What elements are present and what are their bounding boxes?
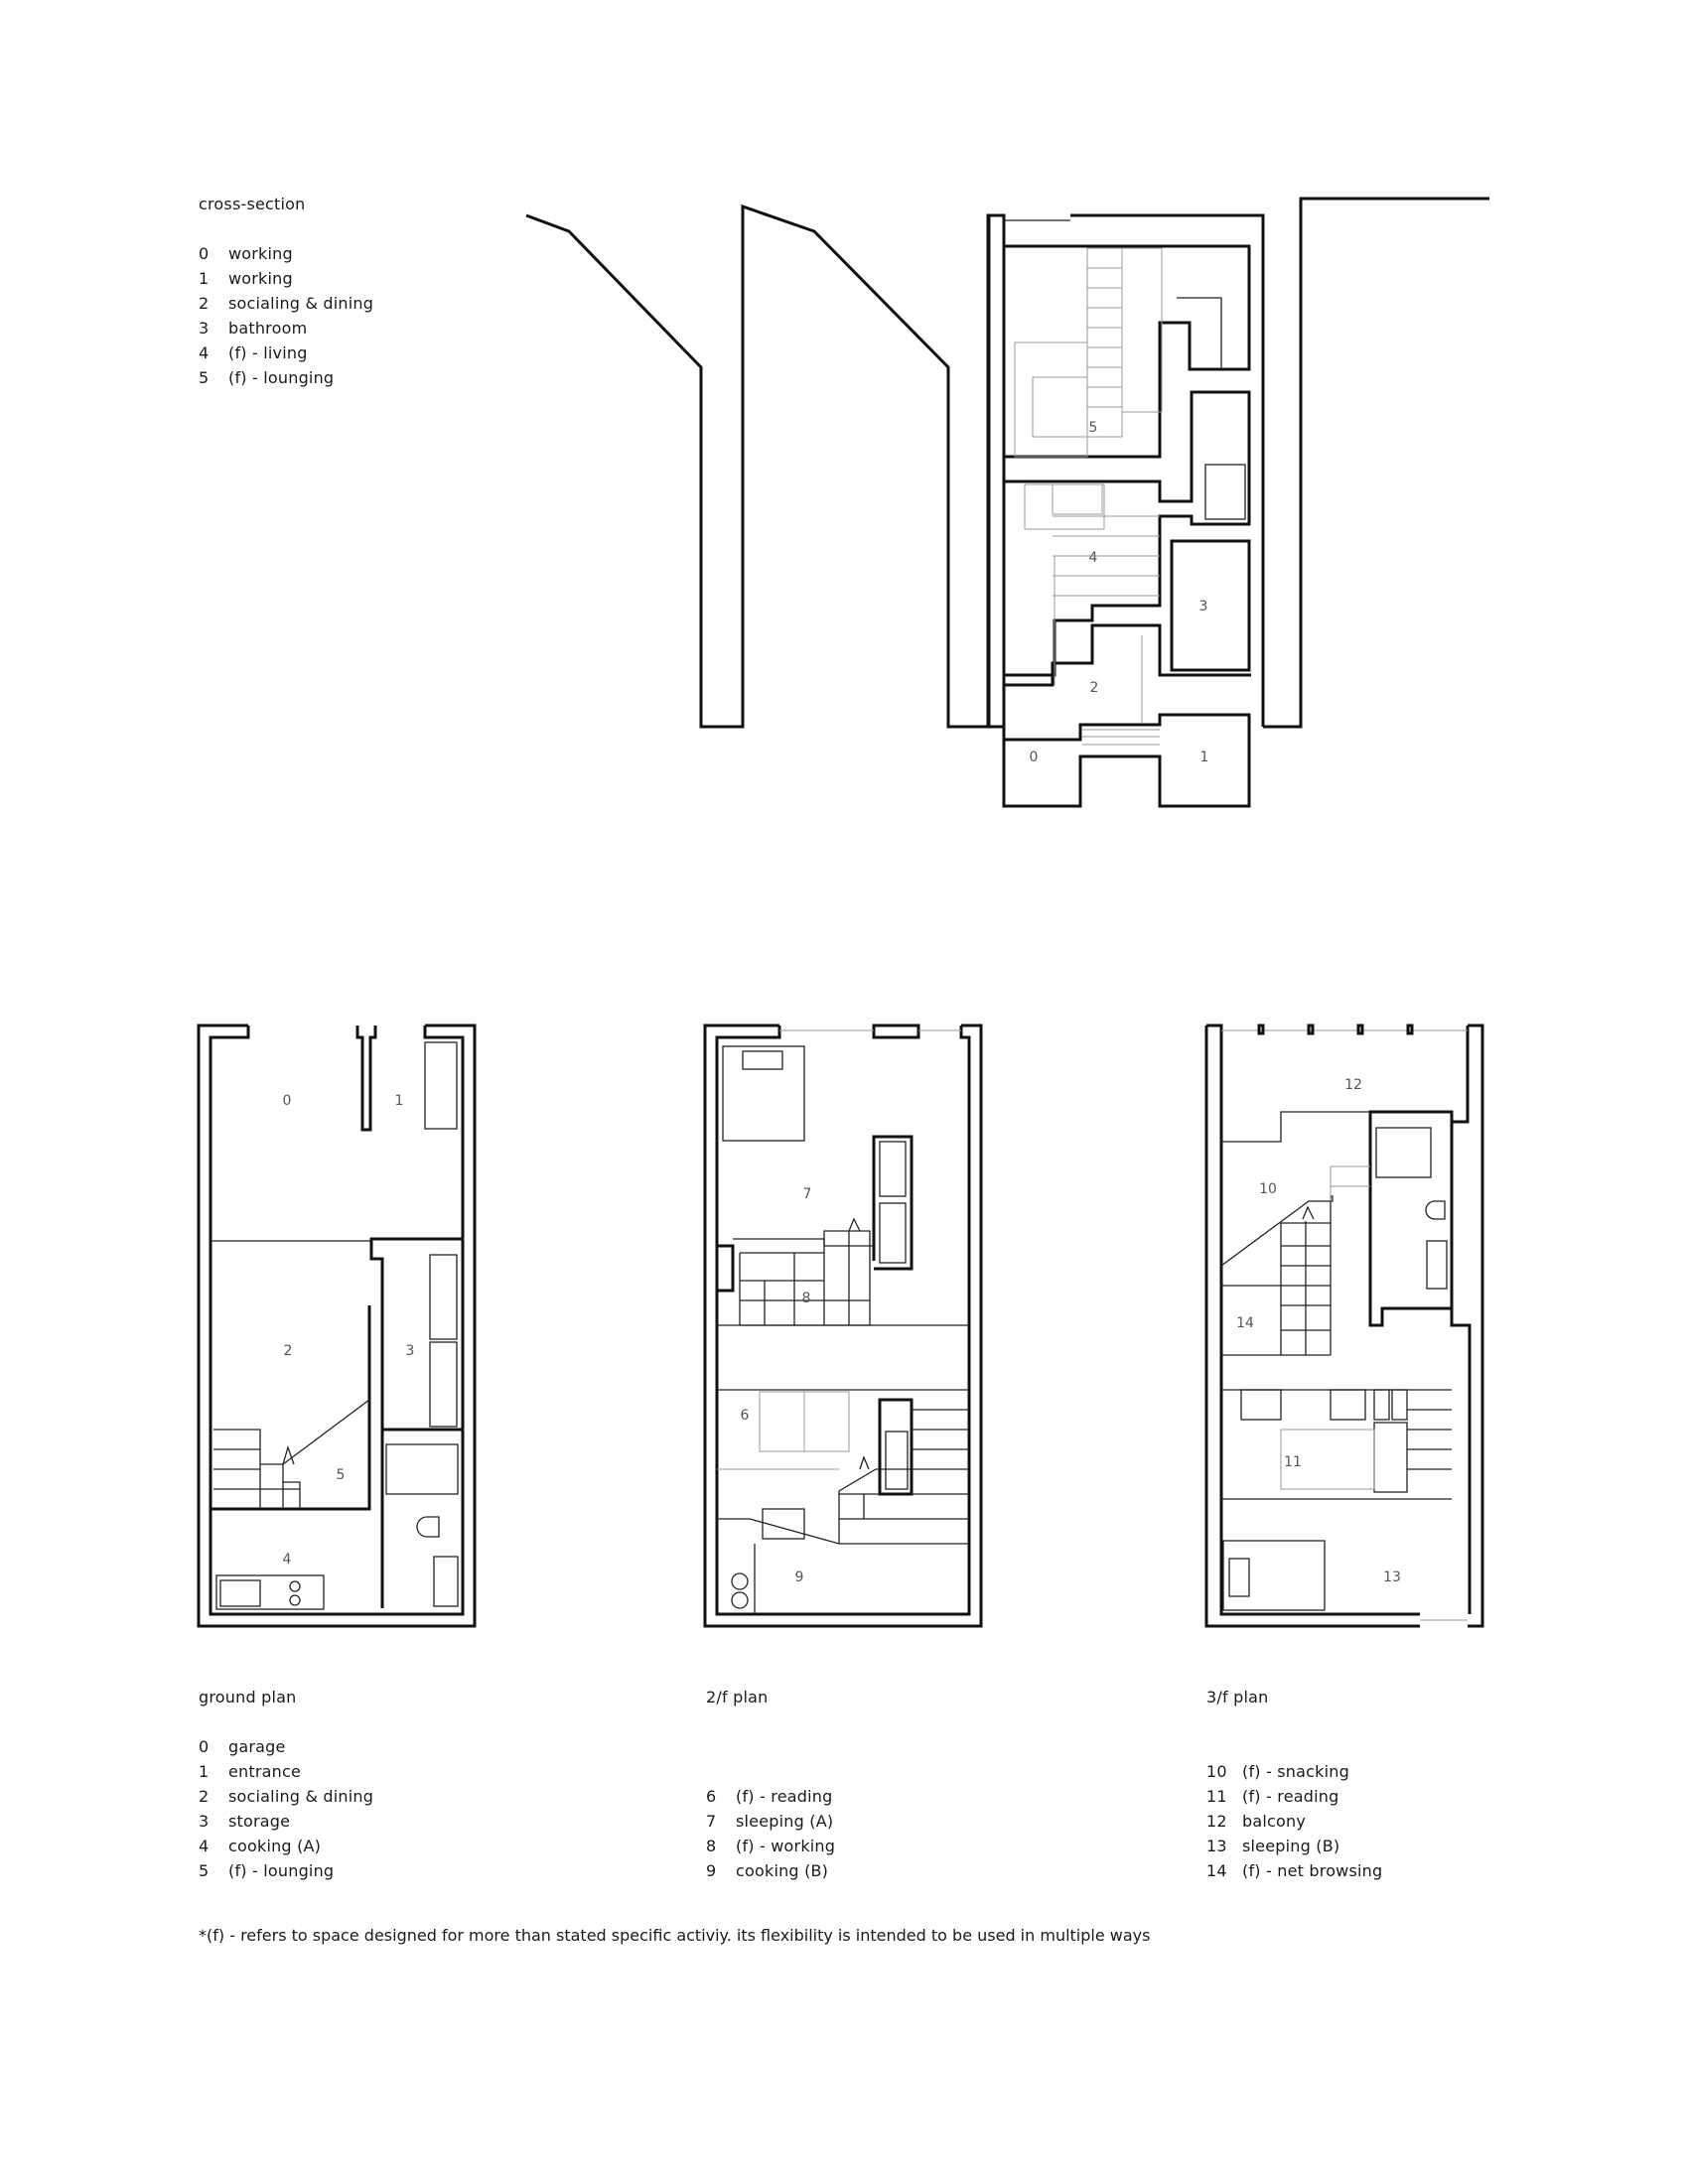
legend-item: 10 (f) - snacking: [1206, 1762, 1349, 1781]
room-label: 2: [283, 1343, 293, 1359]
legend-item: 0 garage: [199, 1737, 286, 1756]
burner: [732, 1573, 748, 1589]
room-label: 1: [394, 1093, 404, 1109]
legend-item: 4 (f) - living: [199, 343, 308, 362]
room-label: 9: [794, 1570, 804, 1585]
burner: [290, 1595, 300, 1605]
sofa-back: [1053, 484, 1102, 514]
room-label: 6: [740, 1408, 750, 1424]
reading-area: [1221, 1390, 1452, 1499]
neighbor-outline: [1263, 199, 1489, 727]
cross-section-drawing: [526, 199, 1489, 806]
window-mullion: [1309, 1025, 1313, 1033]
stair-treads: [1053, 268, 1160, 596]
room-label: 3: [405, 1343, 415, 1359]
legend-item: 1 entrance: [199, 1762, 302, 1781]
third-floor-plan-title: 3/f plan: [1206, 1688, 1269, 1706]
stair-block: [1122, 248, 1162, 412]
interior-wall: [371, 1239, 463, 1608]
burner: [290, 1581, 300, 1591]
storage-cabinet: [430, 1255, 457, 1339]
window-pier: [874, 1025, 918, 1037]
legend-item: 2 socialing & dining: [199, 1787, 374, 1806]
room-label: 14: [1236, 1315, 1254, 1331]
entrance-bench: [425, 1042, 457, 1129]
section-ground: [1004, 715, 1249, 806]
second-floor-plan-drawing: [705, 1025, 981, 1626]
cross-section-title: cross-section: [199, 195, 306, 213]
room-label: 0: [1029, 750, 1039, 765]
window-mullion: [1358, 1025, 1362, 1033]
shower: [434, 1557, 458, 1606]
window-mullion: [1408, 1025, 1412, 1033]
legend-item: 3 storage: [199, 1812, 291, 1831]
room-label: 13: [1383, 1570, 1401, 1585]
legend-item: 11 (f) - reading: [1206, 1787, 1339, 1806]
bed: [723, 1046, 804, 1141]
burner: [732, 1592, 748, 1608]
footnote: *(f) - refers to space designed for more than stated specific activiy. its flexibility is intended to be used in multiple ways: [199, 1926, 1151, 1945]
interior-wall: [211, 1305, 369, 1509]
neighbor-outline: [526, 206, 989, 727]
room-label: 4: [282, 1552, 292, 1568]
room-label: 5: [336, 1467, 346, 1483]
legend-item: 14 (f) - net browsing: [1206, 1861, 1383, 1880]
room-label: 0: [282, 1093, 292, 1109]
legend-item: 5 (f) - lounging: [199, 1861, 335, 1880]
legend-item: 5 (f) - lounging: [199, 368, 335, 387]
section-floor-edge: [1177, 298, 1221, 369]
third-floor-plan-drawing: [1206, 1025, 1482, 1626]
staircase: [717, 1219, 969, 1325]
legend-item: 6 (f) - reading: [706, 1787, 833, 1806]
plan-inner-wall: [717, 1025, 969, 1614]
legend-item: 4 cooking (A): [199, 1837, 322, 1855]
legend-item: 7 sleeping (A): [706, 1812, 834, 1831]
wardrobe: [874, 1137, 912, 1269]
room-label: 11: [1284, 1454, 1302, 1470]
section-wall: [1070, 215, 1263, 727]
room-label: 8: [801, 1291, 811, 1306]
staircase: [213, 1400, 369, 1509]
pillow: [1229, 1559, 1249, 1596]
room-label: 1: [1199, 750, 1209, 765]
stair-block: [1087, 248, 1122, 437]
legend-item: 0 working: [199, 244, 293, 263]
plan-outer-wall: [199, 1025, 475, 1626]
stair-block: [1015, 342, 1087, 457]
section-box: [1205, 465, 1245, 519]
legend-item: 3 bathroom: [199, 319, 308, 338]
legend-item: 13 sleeping (B): [1206, 1837, 1340, 1855]
legend-item: 12 balcony: [1206, 1812, 1307, 1831]
garage-divider: [357, 1025, 375, 1130]
ground-plan-title: ground plan: [199, 1688, 297, 1706]
room-label: 2: [1089, 680, 1099, 696]
section-floor: [1004, 246, 1249, 457]
room-label: 7: [802, 1186, 812, 1202]
bathroom: [1370, 1112, 1452, 1325]
second-floor-plan-title: 2/f plan: [706, 1688, 769, 1706]
sofa: [1025, 484, 1104, 529]
bathtub: [386, 1444, 458, 1494]
window-mullion: [1259, 1025, 1263, 1033]
pillow: [743, 1051, 782, 1069]
floor-edge: [733, 1239, 874, 1246]
legend-item: 1 working: [199, 269, 293, 288]
plan-inner-wall: [1452, 1025, 1470, 1614]
storage-cabinet: [430, 1342, 457, 1427]
room-label: 12: [1344, 1077, 1362, 1093]
balcony-edge: [1221, 1112, 1370, 1142]
room-label: 4: [1088, 550, 1098, 566]
kitchen-sink: [220, 1580, 260, 1606]
legend-item: 9 cooking (B): [706, 1861, 829, 1880]
room-label: 10: [1259, 1181, 1277, 1197]
legend-item: 8 (f) - working: [706, 1837, 836, 1855]
section-bathroom: [1172, 541, 1249, 670]
room-label: 5: [1088, 420, 1098, 436]
toilet: [417, 1517, 439, 1537]
stair-block: [1033, 377, 1087, 437]
bed: [1223, 1541, 1325, 1610]
ground-plan-drawing: [199, 1025, 475, 1626]
interior-wall: [717, 1236, 733, 1291]
legend-item: 2 socialing & dining: [199, 294, 374, 313]
section-floor: [1004, 392, 1249, 675]
room-label: 3: [1198, 599, 1208, 614]
floor-edge: [717, 1519, 969, 1544]
